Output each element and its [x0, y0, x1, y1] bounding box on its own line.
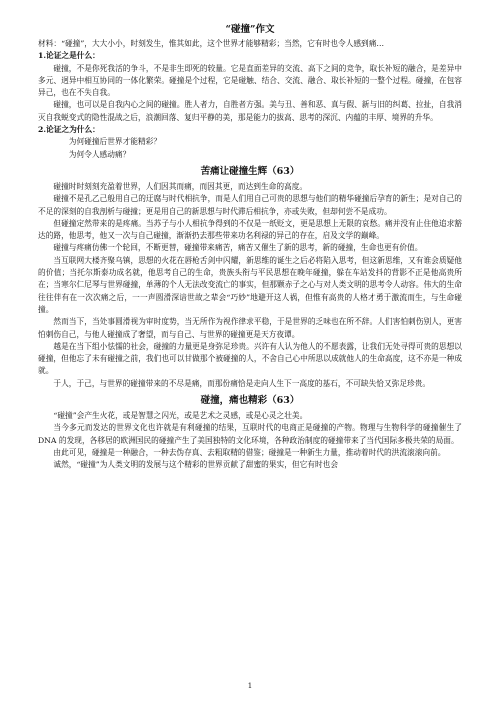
essay2-paragraph: “碰撞”会产生火花，或是智慧之闪光，或是艺术之灵感，或是心灵之壮美。: [53, 411, 308, 421]
section2-question: 为何令人感动痛？: [68, 149, 131, 159]
document-page: [38, 24, 462, 472]
document-title: “碰撞”作文: [225, 24, 275, 35]
essay2-paragraph: 诚然，“碰撞”为人类文明的发展与这个精彩的世界贡献了甜蜜的果实，但它有时也会: [53, 460, 339, 470]
essay2-title: 碰撞，痛也精彩（63）: [200, 395, 300, 407]
section2-question: 为何碰撞后世界才能精彩？: [68, 137, 162, 147]
material-paragraph: 材料：“碰撞”，大大小小，时刻发生，惟其如此，这个世界才能够精彩；当然，它有时也令人感到痛…: [38, 39, 385, 48]
essay2-paragraph: 由此可见，碰撞是一种融合，一种去伪存真、去粗取精的借鉴；碰撞是一种新生力量，推动着时代的洪流滚滚向前。: [53, 447, 446, 457]
section2-heading: 2.论证之为什么：: [38, 125, 100, 135]
essay2-paragraph: 当今多元而发达的世界文化也许就是有利碰撞的结果，互联时代的电商正是碰撞的产物。物理与生物科学的碰撞催生了 DNA 的发现，各移居的欧洲国民的碰撞产生了美国独特的文化环境，各种政治制度的碰撞带来了当代国际多极共荣的局面。: [38, 423, 462, 445]
section1-heading: 1.论证之是什么：: [38, 51, 100, 61]
essay1-title: 苦痛让碰撞生辉（63）: [200, 165, 300, 177]
essay1-paragraph: 当互联网大楼齐聚乌镇，思想的火花在唇枪舌剑中闪耀，新思维的诞生之后必将陷入思考，但这新思维，又有谁会质疑他的价值；当托尔斯泰功成名就，他思考自己的生命，贵族头衔与平民思想在晚年碰撞，躲在车站发抖的背影不正是他高贵所在；当寒尔仁尼琴与世界碰撞，单薄的个人无法改变流亡的事实，但那颗赤子之心与对人类文明的思考令人动容。伟大的生命往往伴有在一次次痛之后，一一声圆滑深谙世故之辈会“巧妙”地避开这人祸，但惟有高贵的人格才勇于激流而生，与生命碰撞。: [38, 255, 462, 314]
essay1-paragraph: 碰撞与疼痛仿佛一个轮回，不断更替，碰撞带来痛苦，痛苦又催生了新的思考，新的碰撞，生命也更有价值。: [53, 243, 423, 253]
essay1-paragraph: 但碰撞定然带来的是疼痛。当苏子与小人相抗争得到的不仅是一纸贬文，更是思想上无限的哀愁。痛并没有止住他追求豁达的路，他思考，他又一次与自己碰撞，渐渐扔去那些带来功名利禄的异己的存在，启及文学的巅峰。: [38, 218, 462, 241]
essay1-paragraph: 碰撞不是孔乙己般用自己的迂腐与时代相抗争，而是人们用自己可贵的思想与他们的精华碰撞后孕育的新生；是对自己的不足的深刻的自我剖析与碰撞；更是用自己的新思想与时代滞后相抗争，亦或失败，但却何尝不是成功。: [38, 194, 462, 216]
section1-paragraph: 碰撞，不是你死我活的争斗，不是非生即死的较量。它是直面差异的交流、高下之间的竞争，取长补短的融合，是差异中多元、迥异中相互协同的一体化繁荣。碰撞是个过程，它是碰触、结合、交流、融合、取长补短的一整个过程。碰撞，在包容异己，也在不失自我。: [38, 63, 462, 98]
section1-paragraph: 碰撞，也可以是自我内心之间的碰撞。胜人者力，自胜者方强。美与丑、善和恶、真与假、新与旧的纠葛、拉扯，自我消灭自我蜕变式的隐性混战之后，浪潮回落、复归平静的美，那是能力的拔高、思考的深沉、内蕴的丰厚、境界的升华。: [38, 100, 462, 122]
essay1-paragraph: 越是在当下组小怯懦的社会，碰撞的力量更是身弥足珍贵。兴许有人认为他人的不愿表露，让我们无处寻得可贵的思想以碰撞，但他忘了未有碰撞之前，我们也可以甘做那个被碰撞的人，不舍自己心中所思以成就他人的生命高度，这不亦是一种成就。: [38, 341, 462, 376]
essay1-paragraph: 于人，于己，与世界的碰撞带来的不尽是痛，而那份痛恰是走向人生下一高度的基石，不可缺失恰又弥足珍贵。: [53, 378, 431, 388]
essay1-paragraph: 然而当下，当处事圆滑视为审时度势，当无所作为视作律求平稳，于是世界的乏味也在所不辞。人们害怕刺伤别人，更害怕刺伤自己，与他人碰撞成了奢望，而与自己、与世界的碰撞更是天方夜谭。: [38, 317, 462, 339]
page-number: 1: [247, 682, 253, 690]
essay1-paragraph: 碰撞时时刻刻充盈着世界，人们因其而痛，而因其更，而达到生命的高度。: [53, 181, 308, 191]
